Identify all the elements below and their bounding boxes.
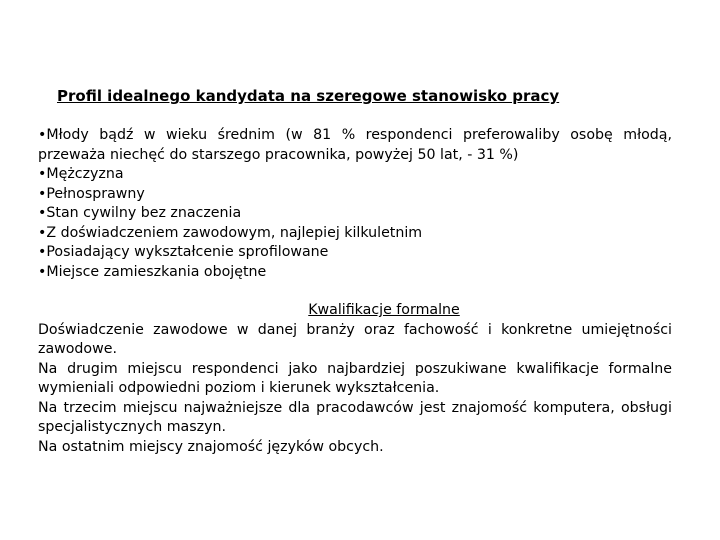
bullet-text: Pełnosprawny: [46, 185, 145, 202]
bullet-marker: •: [38, 185, 47, 202]
bullet-marker: •: [38, 224, 47, 241]
bullet-text: Posiadający wykształcenie sprofilowane: [46, 244, 329, 260]
bullet-item: [38, 185, 672, 205]
bullet-item: [38, 204, 672, 224]
bullet-item: [38, 263, 672, 283]
bullet-item: [38, 224, 672, 244]
section-paragraph: Na ostatnim miejscy znajomość języków obcych.: [38, 438, 384, 455]
section-paragraph: Doświadczenie zawodowe w danej branży oraz fachowość i konkretne umiejętności zawodowe.: [38, 321, 672, 357]
bullet-item: [38, 243, 672, 263]
bullet-text: Stan cywilny bez znaczenia: [46, 205, 242, 221]
bullet-marker: •: [38, 263, 47, 280]
bullet-text: Mężczyzna: [46, 166, 124, 182]
bullet-marker: •: [38, 205, 47, 221]
bullet-text: Miejsce zamieszkania obojętne: [46, 263, 267, 280]
section-paragraph: Na trzecim miejscu najważniejsze dla pracodawców jest znajomość komputera, obsługi specjalistycznych maszyn.: [38, 399, 672, 435]
bullet-item: [38, 126, 672, 165]
bullet-item: [38, 165, 672, 185]
bullet-text: Młody bądź w wieku średnim (w 81 % respondenci preferowaliby osobę młodą, przeważa niechęć do starszego pracownika, powyżej 50 lat, - 31 %): [38, 127, 672, 163]
bullet-list: [38, 126, 672, 282]
qualifications-section: [38, 301, 672, 457]
section-paragraph: Na drugim miejscu respondenci jako najbardziej poszukiwane kwalifikacje formalne wymieniali odpowiedni poziom i kierunek wykształcenia.: [38, 360, 672, 396]
bullet-marker: •: [38, 166, 47, 182]
bullet-text: Z doświadczeniem zawodowym, najlepiej kilkuletnim: [46, 224, 423, 241]
section-heading: Kwalifikacje formalne: [308, 302, 460, 318]
bullet-marker: •: [38, 127, 47, 143]
bullet-marker: •: [38, 244, 47, 260]
slide-title: Profil idealnego kandydata na szeregowe stanowisko pracy: [57, 87, 560, 105]
